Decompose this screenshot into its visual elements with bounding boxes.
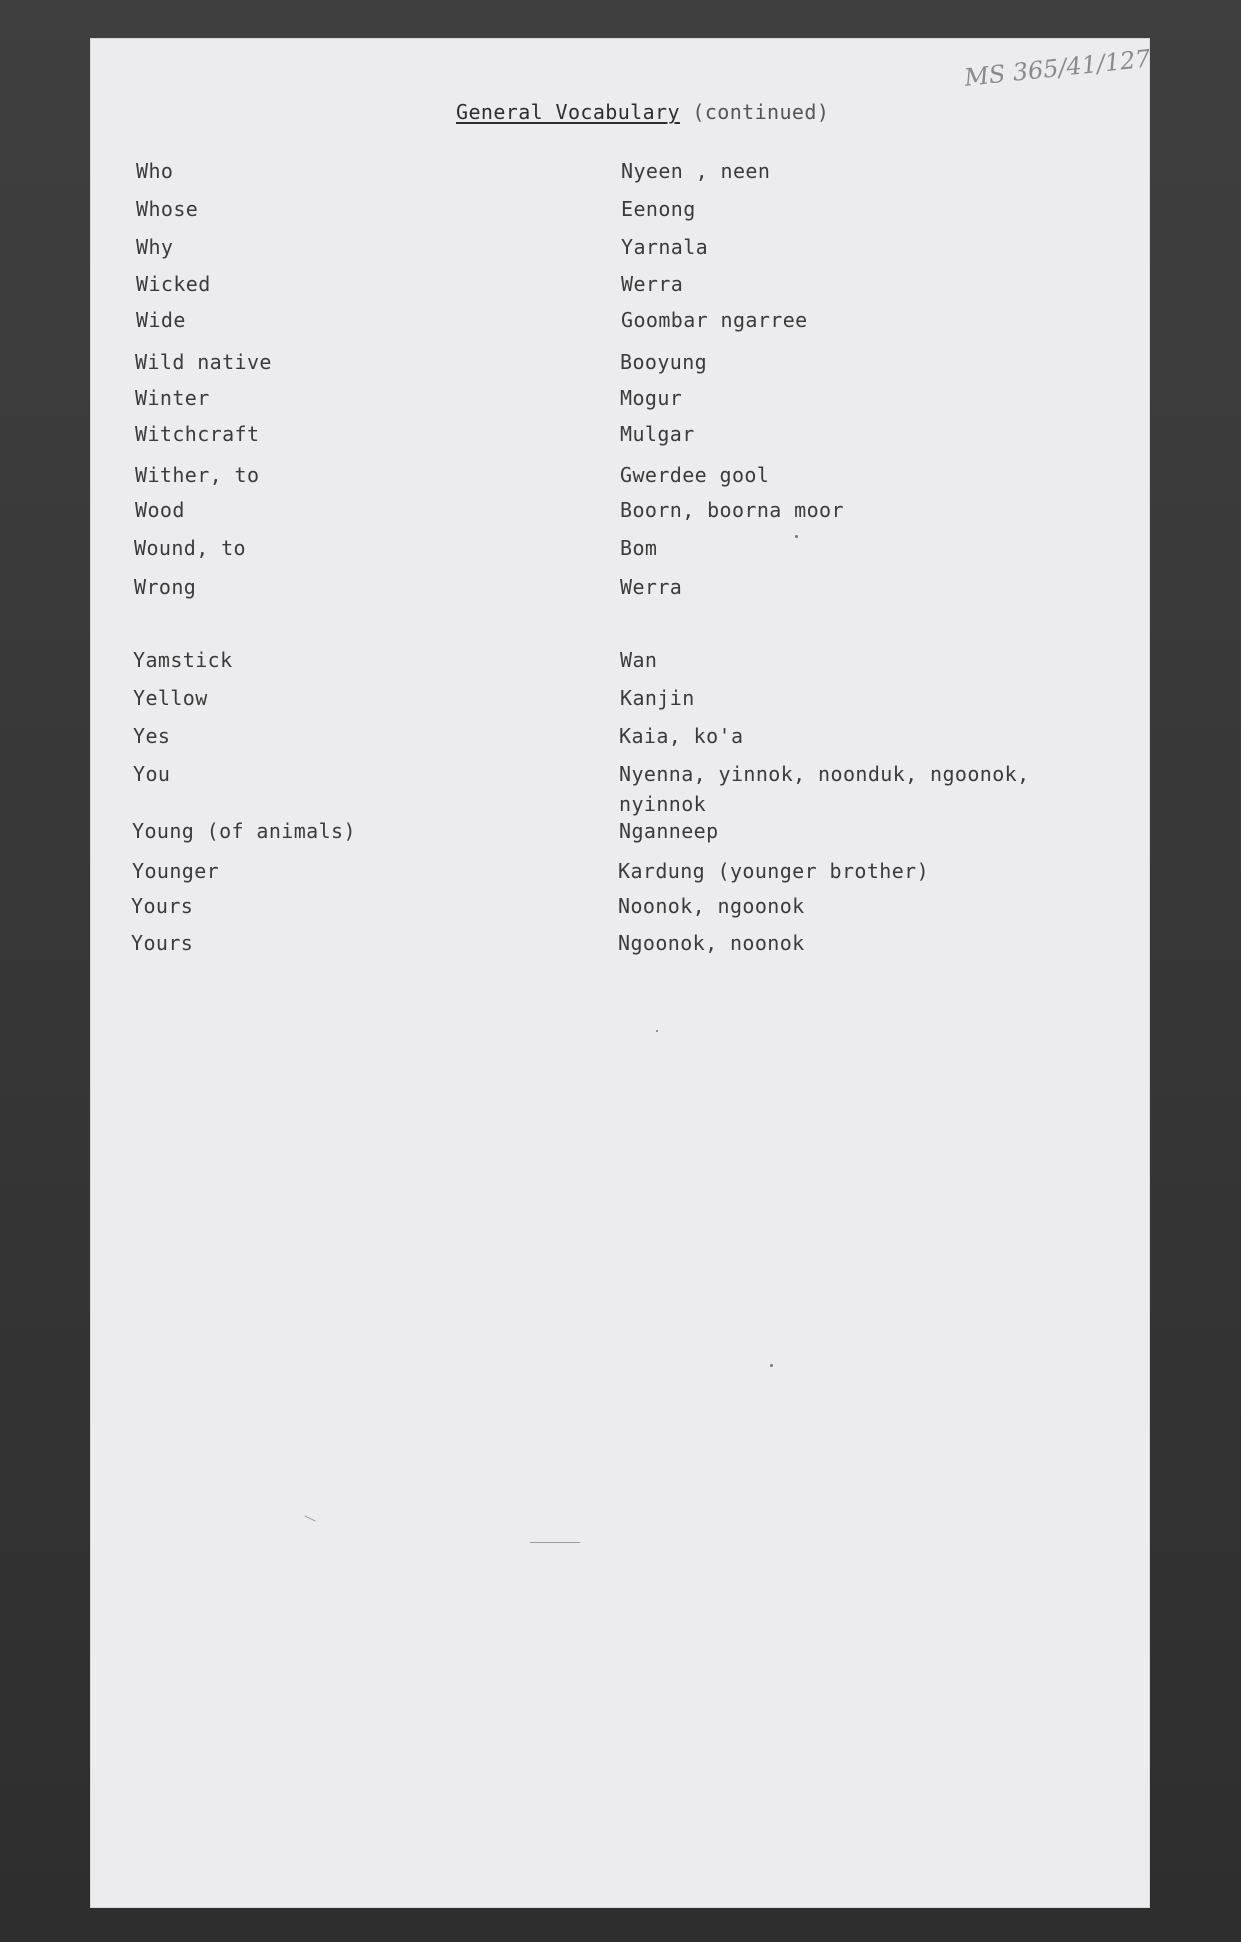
aboriginal-equivalent: Kaia, ko'a (619, 724, 744, 748)
english-term: Wide (136, 308, 186, 332)
aboriginal-equivalent: Boorn, boorna moor (620, 498, 844, 522)
page-heading (456, 100, 829, 124)
vocabulary-entry (90, 928, 1150, 958)
english-term: Witchcraft (135, 422, 260, 446)
english-term: Winter (135, 386, 210, 410)
vocabulary-entry (90, 194, 1150, 224)
aboriginal-equivalent: Werra (621, 272, 684, 296)
paper-mark (304, 1516, 315, 1522)
english-term: Wither, to (135, 463, 260, 487)
english-term: Yellow (133, 686, 208, 710)
aboriginal-equivalent: Yarnala (621, 235, 709, 259)
vocabulary-entry (90, 383, 1150, 413)
vocabulary-entry (90, 683, 1150, 713)
aboriginal-equivalent: Wan (620, 648, 658, 672)
english-term: Why (136, 235, 174, 259)
vocabulary-entry (90, 269, 1150, 299)
typed-page (90, 38, 1150, 1908)
aboriginal-equivalent: Noonok, ngoonok (618, 894, 805, 918)
paper-speck (656, 1030, 658, 1032)
english-term: Yours (131, 931, 194, 955)
english-term: Wound, to (134, 536, 246, 560)
english-term: Yamstick (133, 648, 233, 672)
vocabulary-entry (90, 347, 1150, 377)
vocabulary-entry (90, 645, 1150, 675)
vocabulary-entry (90, 856, 1150, 886)
paper-speck (770, 1364, 773, 1367)
vocabulary-entry (90, 572, 1150, 602)
english-term: Wood (135, 498, 185, 522)
aboriginal-equivalent: Mulgar (620, 422, 695, 446)
aboriginal-equivalent: Booyung (620, 350, 708, 374)
aboriginal-equivalent: Ngoonok, noonok (618, 931, 805, 955)
vocabulary-entry (90, 495, 1150, 525)
aboriginal-equivalent: Kardung (younger brother) (618, 859, 930, 883)
aboriginal-equivalent: Nyenna, yinnok, noonduk, ngoonok, nyinnok (619, 762, 1030, 816)
aboriginal-equivalent: Bom (620, 536, 658, 560)
vocabulary-entry (90, 759, 1150, 816)
english-term: Yours (131, 894, 194, 918)
vocabulary-entry (90, 232, 1150, 262)
vocabulary-entry (90, 533, 1150, 563)
heading-continued: (continued) (692, 100, 830, 124)
aboriginal-equivalent: Kanjin (620, 686, 695, 710)
english-term: Young (of animals) (132, 819, 356, 843)
vocabulary-entry (90, 721, 1150, 751)
aboriginal-equivalent: Goombar ngarree (621, 308, 808, 332)
vocabulary-entry (90, 305, 1150, 335)
aboriginal-equivalent: Gwerdee gool (620, 463, 770, 487)
vocabulary-entry (90, 816, 1150, 846)
aboriginal-equivalent: Mogur (620, 386, 683, 410)
aboriginal-equivalent: Eenong (621, 197, 696, 221)
english-term: Whose (136, 197, 199, 221)
english-term: Wicked (136, 272, 211, 296)
english-term: Younger (132, 859, 220, 883)
english-term: You (133, 762, 171, 786)
vocabulary-entry (90, 419, 1150, 449)
archive-reference-handwritten: MS 365/41/127 (963, 44, 1152, 92)
vocabulary-entry (90, 156, 1150, 186)
vocabulary-entry (90, 460, 1150, 490)
english-term: Wild native (135, 350, 272, 374)
paper-speck (795, 535, 798, 538)
english-term: Wrong (134, 575, 197, 599)
english-term: Yes (133, 724, 171, 748)
aboriginal-equivalent: Nyeen , neen (621, 159, 771, 183)
paper-mark (530, 1542, 580, 1543)
aboriginal-equivalent: Nganneep (619, 819, 719, 843)
vocabulary-entry (90, 891, 1150, 921)
aboriginal-equivalent: Werra (620, 575, 683, 599)
english-term: Who (136, 159, 174, 183)
heading-title: General Vocabulary (456, 100, 680, 124)
